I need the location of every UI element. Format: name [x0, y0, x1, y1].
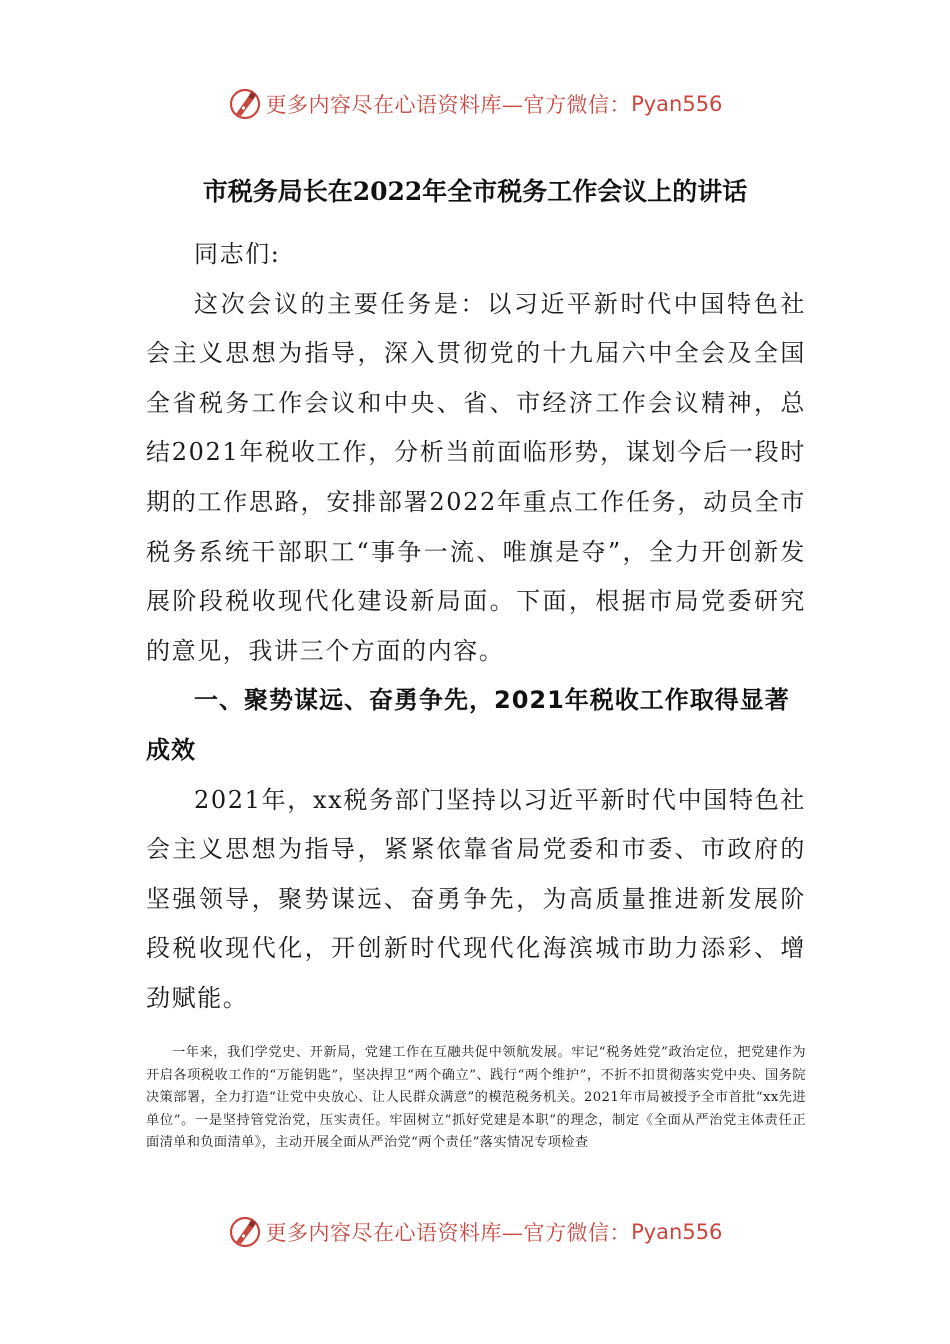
document-title: 市税务局长在2022年全市税务工作会议上的讲话	[202, 177, 748, 206]
paragraph-party-building: 一年来，我们学党史、开新局，党建工作在互融共促中领航发展。牢记“税务姓党”政治定位，把党建作为开启各项税收工作的“万能钥匙”，坚决捍卫“两个确立”、践行“两个维护”，不折不扣贯彻落实党中央、国务院决策部署，全力打造“让党中央放心、让人民群众满意”的模范税务机关。2021年市局被授予全市首批“xx先进单位”。一是坚持管党治党，压实责任。牢固树立“抓好党建是本职”的理念，制定《全面从严治党主体责任正面清单和负面清单》，主动开展全面从严治党“两个责任”落实情况专项检查	[146, 1045, 806, 1151]
banner-wechat-id: Pyan556	[631, 1220, 723, 1244]
pen-nib-logo-icon	[228, 87, 262, 121]
footer-banner[interactable]	[0, 1212, 950, 1252]
banner-text: 更多内容尽在心语资料库—官方微信：	[265, 93, 632, 117]
section-heading-1: 一、聚势谋远、奋勇争先，2021年税收工作取得显著成效	[146, 686, 790, 764]
header-banner[interactable]	[0, 84, 950, 124]
paragraph-intro: 这次会议的主要任务是：以习近平新时代中国特色社会主义思想为指导，深入贯彻党的十九届六中全会及全国全省税务工作会议和中央、省、市经济工作会议精神，总结2021年税收工作，分析当前面临形势，谋划今后一段时期的工作思路，安排部署2022年重点工作任务，动员全市税务系统干部职工“事争一流、唯旗是夺”，全力开创新发展阶段税收现代化建设新局面。下面，根据市局党委研究的意见，我讲三个方面的内容。	[146, 289, 806, 665]
greeting: 同志们:	[194, 240, 281, 268]
banner-text: 更多内容尽在心语资料库—官方微信：	[265, 1221, 632, 1245]
paragraph-2021-summary: 2021年，xx税务部门坚持以习近平新时代中国特色社会主义思想为指导，紧紧依靠省局党委和市委、市政府的坚强领导，聚势谋远、奋勇争先，为高质量推进新发展阶段税收现代化，开创新时代现代化海滨城市助力添彩、增劲赋能。	[146, 785, 806, 1012]
pen-nib-logo-icon	[228, 1215, 262, 1249]
banner-wechat-id: Pyan556	[631, 92, 723, 116]
document-body	[146, 230, 806, 1024]
